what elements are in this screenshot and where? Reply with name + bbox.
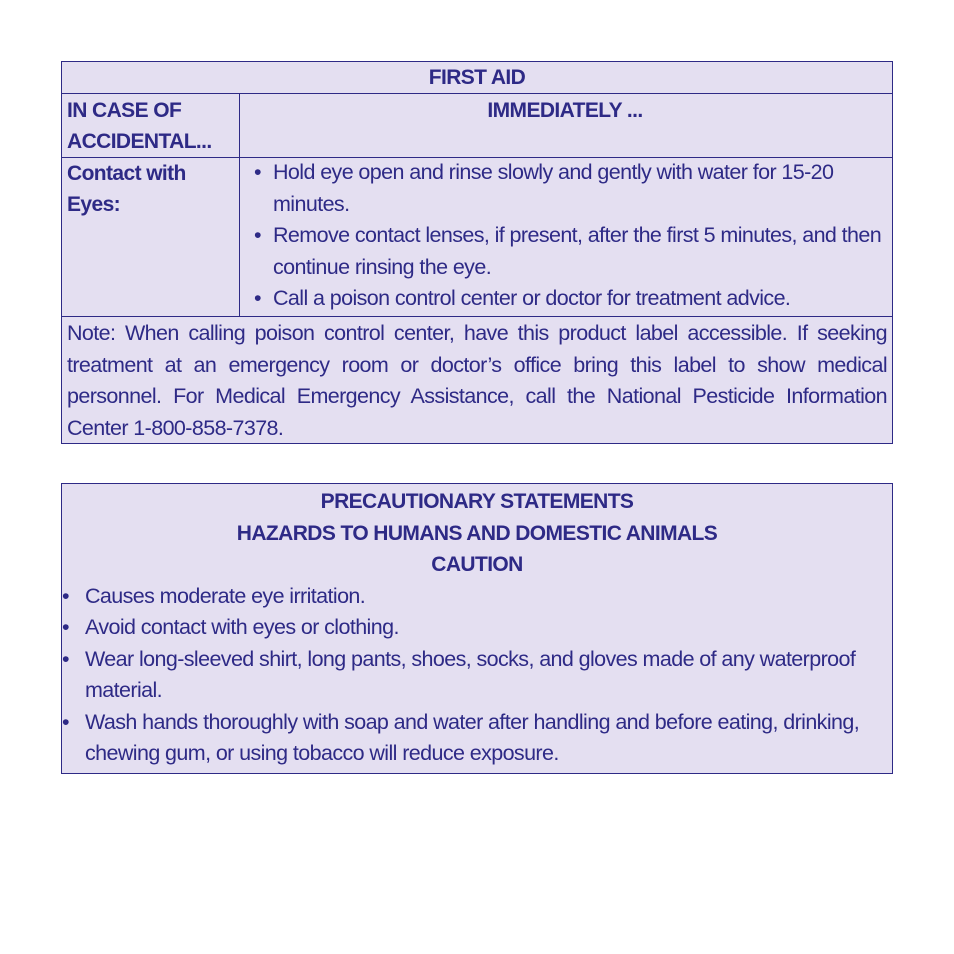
bullet-icon: • <box>254 223 261 247</box>
first-aid-note: Note: When calling poison control center, have this product label accessible. If seeking treatment at an emergency room or doctor’s office bring this label to show medical personnel. For Medical Emergency Assistance, call the National Pesticide Information Center 1-800-858-7378. <box>67 321 887 440</box>
bullet-icon: • <box>62 709 69 734</box>
eye-step-text: Hold eye open and rinse slowly and gently with water for 15-20 minutes. <box>273 160 834 216</box>
precaution-text: Wash hands thoroughly with soap and water after handling and before eating, drinking, chewing gum, or using tobacco will reduce exposure. <box>85 709 860 765</box>
eye-steps-cell <box>245 157 885 316</box>
precautionary-title: PRECAUTIONARY STATEMENTS <box>320 490 634 513</box>
precaution-text: Causes moderate eye irritation. <box>85 583 366 608</box>
precaution-item <box>62 581 892 613</box>
first-aid-panel <box>61 61 893 444</box>
bullet-icon: • <box>62 646 69 671</box>
eye-step-text: Call a poison control center or doctor for treatment advice. <box>273 286 791 310</box>
eye-step-text: Remove contact lenses, if present, after the first 5 minutes, and then continue rinsing the eye. <box>273 223 882 279</box>
header-left-line-2: ACCIDENTAL... <box>67 130 212 153</box>
eye-steps-list <box>245 157 885 315</box>
precautions-list <box>62 581 892 770</box>
signal-word: CAUTION <box>431 553 523 576</box>
precaution-item <box>62 707 892 770</box>
first-aid-title: FIRST AID <box>62 62 892 94</box>
precautionary-panel <box>61 483 893 774</box>
precaution-item <box>62 644 892 707</box>
eye-label-line-1: Contact with <box>67 162 186 185</box>
eye-step <box>245 283 885 315</box>
precaution-text: Wear long-sleeved shirt, long pants, shoes, socks, and gloves made of any waterproof material. <box>85 646 856 702</box>
bullet-icon: • <box>254 160 261 184</box>
bullet-icon: • <box>62 583 69 608</box>
eye-label-line-2: Eyes: <box>67 193 121 216</box>
precaution-text: Avoid contact with eyes or clothing. <box>85 615 399 639</box>
header-left-cell <box>62 94 240 157</box>
bullet-icon: • <box>62 615 69 639</box>
precautionary-header <box>62 484 892 581</box>
eye-label-cell <box>62 157 240 316</box>
eye-step <box>245 220 885 283</box>
eye-step <box>245 157 885 220</box>
precaution-item <box>62 612 892 644</box>
eye-contact-row <box>62 157 892 317</box>
hazards-subtitle: HAZARDS TO HUMANS AND DOMESTIC ANIMALS <box>236 521 718 545</box>
bullet-icon: • <box>254 286 261 310</box>
header-left-line-1: IN CASE OF <box>67 99 182 122</box>
first-aid-header-row <box>62 94 892 158</box>
header-right-cell: IMMEDIATELY ... <box>487 99 643 122</box>
